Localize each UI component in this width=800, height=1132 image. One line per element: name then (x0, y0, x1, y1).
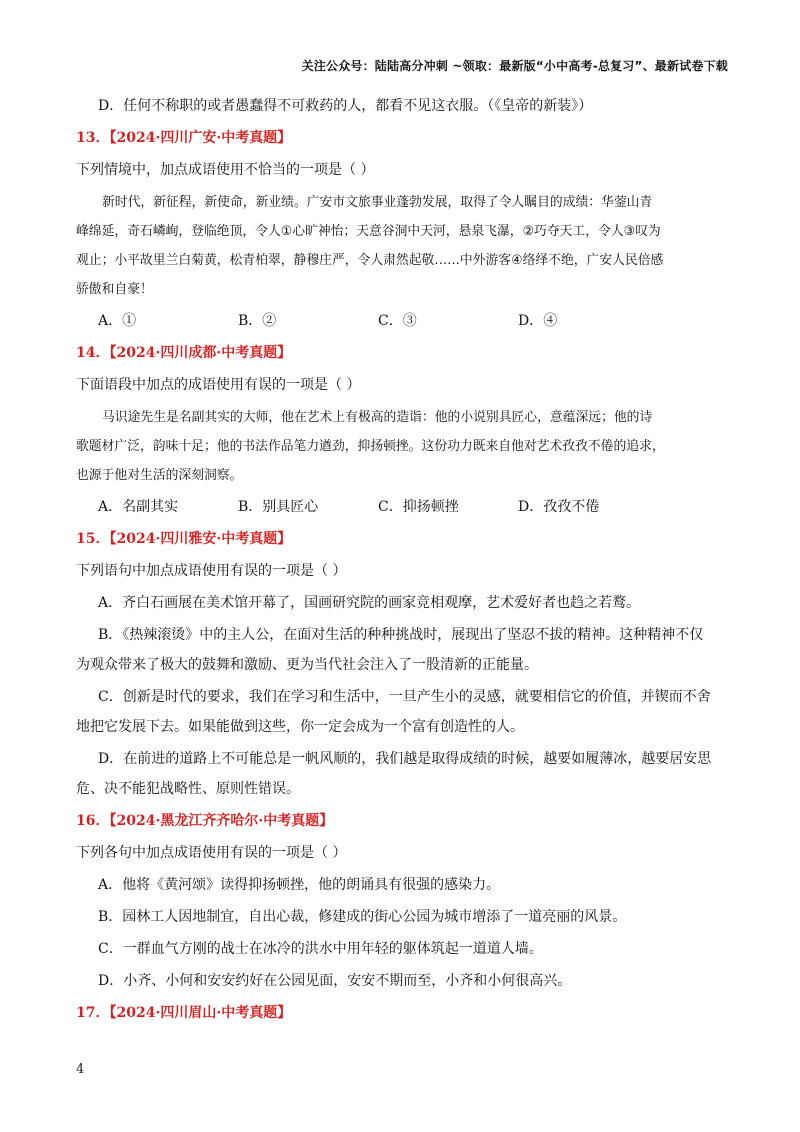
question-13-passage-line: 观止；小平故里兰白菊黄，松青柏翠，静穆庄严，令人肃然起敬……中外游客④络绎不绝，广安人民倍感 (76, 253, 664, 268)
question-13-passage-line: 新时代，新征程，新使命，新业绩。广安市文旅事业蓬勃发展，取得了令人瞩目的成绩：华蓥山青 (102, 195, 653, 210)
question-16-stem: 下列各句中加点成语使用有误的一项是（ ） (76, 845, 347, 861)
choice-c: C．③ (378, 313, 417, 329)
question-15-option-d: D．在前进的道路上不可能总是一帆风顺的，我们越是取得成绩的时候，越要如履薄冰，越要居安思 (98, 751, 712, 767)
question-15-option-d-cont: 危、决不能犯战略性、原则性错误。 (76, 781, 300, 797)
page-number: 4 (76, 1062, 85, 1077)
question-15-option-a: A．齐白石画展在美术馆开幕了，国画研究院的画家竞相观摩，艺术爱好者也趋之若鹜。 (98, 595, 641, 611)
question-15-option-c-cont: 地把它发展下去。如果能做到这些，你一定会成为一个富有创造性的人。 (76, 719, 524, 735)
question-16-option-c: C．一群血气方刚的战士在冰冷的洪水中用年轻的躯体筑起一道道人墙。 (98, 941, 543, 957)
question-16-option-a: A．他将《黄河颂》读得抑扬顿挫，他的朗诵具有很强的感染力。 (98, 877, 501, 893)
question-14-stem: 下面语段中加点的成语使用有误的一项是（ ） (76, 377, 361, 393)
question-17-title: 17．【2024·四川眉山·中考真题】 (76, 1005, 292, 1021)
choice-b: B．② (238, 313, 277, 329)
question-14-passage-line: 马识途先生是名副其实的大师，他在艺术上有极高的造诣：他的小说别具匠心，意蕴深远；他的诗 (102, 410, 653, 425)
question-16-option-d: D．小齐、小何和安安约好在公园见面，安安不期而至，小齐和小何很高兴。 (98, 973, 572, 989)
question-16-title: 16．【2024·黑龙江齐齐哈尔·中考真题】 (76, 813, 334, 829)
question-15-stem: 下列语句中加点成语使用有误的一项是（ ） (76, 563, 347, 579)
question-13-stem: 下列情境中，加点成语使用不恰当的一项是（ ） (76, 162, 375, 178)
question-13-choices (76, 311, 728, 331)
question-14-title: 14．【2024·四川成都·中考真题】 (76, 345, 292, 361)
choice-b: B．别具匠心 (238, 499, 319, 515)
question-13-passage-line: 骄傲和自豪！ (76, 282, 153, 297)
choice-d: D．④ (518, 313, 558, 329)
question-14-passage-line: 也源于他对生活的深刻洞察。 (76, 468, 243, 483)
question-13-title: 13．【2024·四川广安·中考真题】 (76, 130, 292, 146)
page-header: 关注公众号：陆陆高分冲刺 ~领取：最新版“小中高考-总复习”、最新试卷下载 (301, 59, 728, 73)
question-15-option-c: C．创新是时代的要求，我们在学习和生活中，一旦产生小的灵感，就要相信它的价值，并锲而不舍 (98, 689, 711, 705)
question-14-passage-line: 歌题材广泛，韵味十足；他的书法作品笔力遒劲，抑扬顿挫。这份功力既来自他对艺术孜孜不倦的追求， (76, 439, 665, 454)
choice-a: A．名副其实 (98, 499, 179, 515)
question-14-choices (76, 497, 728, 517)
question-15-option-b-cont: 为观众带来了极大的鼓舞和激励、更为当代社会注入了一股清新的正能量。 (76, 657, 538, 673)
question-16-option-b: B．园林工人因地制宜，自出心裁，修建成的街心公园为城市增添了一道亮丽的风景。 (98, 909, 627, 925)
option-d-prev: D．任何不称职的或者愚蠢得不可救药的人，都看不见这衣服。（《皇帝的新装》） (98, 98, 593, 114)
choice-d: D．孜孜不倦 (518, 499, 600, 515)
choice-c: C．抑扬顿挫 (378, 499, 459, 515)
page-content (76, 96, 728, 1023)
choice-a: A．① (98, 313, 137, 329)
question-13-passage-line: 峰绵延，奇石嶙峋，登临绝顶，令人①心旷神怡；天意谷洞中天河，悬泉飞瀑，②巧夺天工，令人③叹为 (76, 224, 661, 239)
question-15-title: 15．【2024·四川雅安·中考真题】 (76, 531, 292, 547)
question-15-option-b: B．《热辣滚烫》中的主人公，在面对生活的种种挑战时，展现出了坚忍不拔的精神。这种精神不仅 (98, 627, 704, 643)
